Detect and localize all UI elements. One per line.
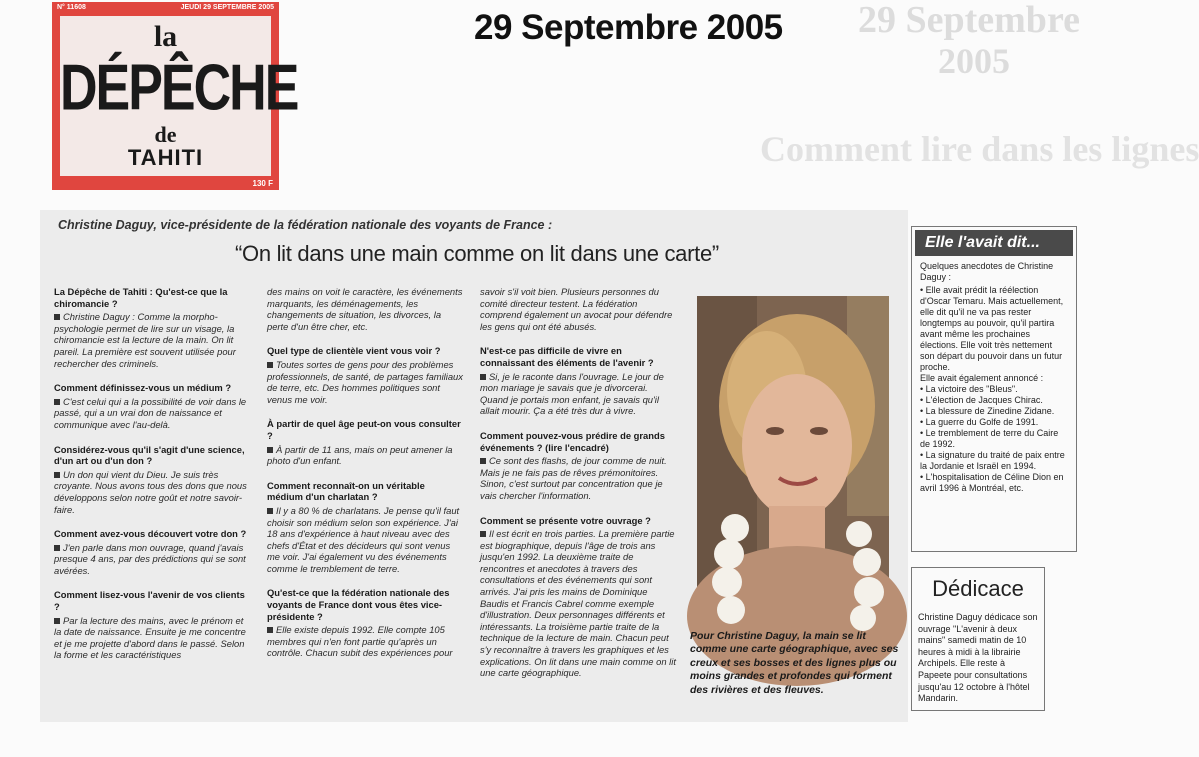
bleed-through-date: 29 Septembre [858, 0, 1080, 41]
answer [480, 455, 676, 501]
answer-text: Il y a 80 % de charlatans. Je pense qu'il faut choisir son médium selon son expérience. J'ai 18 ans d'expérience à haut niveau avec des chefs d'État et des décideurs qui sont venus me voir. J'ai également vu des événements comme le tremblement de terre. [267, 504, 460, 574]
sidebar-item: • La blessure de Zinedine Zidane. [920, 406, 1055, 416]
answer-continuation: des mains on voit le caractère, les événements marquants, les déménagements, les changements de situation, les divorces, la perte d'un être cher, etc. [267, 286, 463, 332]
qa-block [267, 286, 463, 332]
qa-block [54, 444, 250, 516]
article-column-3 [480, 286, 676, 692]
dedicace-text: Christine Daguy dédicace son ouvrage "L'avenir à deux mains" samedi matin de 10 heures à midi à la librairie Archipels. Elle reste à Papeete pour consultations jusqu'au 12 octobre à l'hôtel Mandarin. [918, 612, 1038, 704]
sidebar-item: • La guerre du Golfe de 1991. [920, 417, 1039, 427]
masthead-place: TAHITI [127, 145, 204, 170]
answer-marker [267, 362, 273, 368]
photo-caption: Pour Christine Daguy, la main se lit comme une carte géographique, avec ses creux et ses bosses et des lignes plus ou moins grandes et profondes qui forment des rivières et des fleuves. [690, 630, 899, 696]
answer-marker [480, 374, 486, 380]
answer-text: Un don qui vient du Dieu. Je suis très croyante. Nous avons tous des dons que nous développons selon notre goût et notre savoir-faire. [54, 468, 247, 515]
masthead-de: de [154, 122, 177, 147]
answer [267, 505, 463, 575]
question: La Dépêche de Tahiti : Qu'est-ce que la chiromancie ? [54, 286, 228, 309]
sidebar-item: • La victoire des "Bleus". [920, 384, 1018, 394]
masthead-inner [60, 16, 298, 176]
answer-text: C'est celui qui a la possibilité de voir dans le passé, qui a un vrai don de naissance et communique avec l'au-delà. [54, 395, 247, 430]
answer-marker [54, 472, 60, 478]
answer-marker [54, 399, 60, 405]
qa-block [267, 587, 463, 659]
article-kicker: Christine Daguy, vice-présidente de la fédération nationale des voyants de France : [58, 218, 553, 232]
sidebar-item: • L'élection de Jacques Chirac. [920, 395, 1043, 405]
article-column-2 [267, 286, 463, 672]
answer [480, 371, 676, 417]
answer-text: À partir de 11 ans, mais on peut amener la photo d'un enfant. [267, 443, 453, 467]
answer-text: Elle existe depuis 1992. Elle compte 105 membres qui n'en font partie qu'après un contrôle. Chacun subit des expériences pour [267, 624, 453, 659]
question: Comment se présente votre ouvrage ? [480, 514, 651, 526]
question: À partir de quel âge peut-on vous consulter ? [267, 418, 461, 441]
qa-block [480, 430, 676, 502]
masthead-date-line: JEUDI 29 SEPTEMBRE 2005 [180, 4, 274, 11]
answer-marker [54, 545, 60, 551]
question: Comment avez-vous découvert votre don ? [54, 528, 247, 540]
answer [267, 444, 463, 467]
answer-marker [267, 508, 273, 514]
sidebar-item: • Elle avait prédit la réélection d'Oscar Temaru. Mais actuellement, elle dit qu'il ne va pas rester longtemps au pouvoir, qu'il partira avant même les prochaines élections. Elle voit très nettement son départ du pouvoir dans un futur proche. [920, 285, 1064, 372]
qa-block [267, 480, 463, 575]
question: Comment définissez-vous un médium ? [54, 382, 232, 394]
masthead-name: DÉPÊCHE [60, 51, 298, 125]
question: Considérez-vous qu'il s'agit d'une science, d'un art ou d'un don ? [54, 443, 245, 467]
qa-block [480, 286, 676, 332]
qa-block [267, 418, 463, 466]
sidebar-item: • L'hospitalisation de Céline Dion en avril 1996 à Montréal, etc. [920, 472, 1064, 493]
qa-block [480, 515, 676, 679]
portrait-photo [697, 296, 889, 628]
sidebar-item: • La signature du traité de paix entre la Jordanie et Israël en 1994. [920, 450, 1065, 471]
answer-text: Toutes sortes de gens pour des problèmes professionnels, de santé, de partages familiaux de terre, etc. Des hommes politiques sont venus me voir. [267, 358, 463, 405]
answer-text: Ce sont des flashs, de jour comme de nuit. Mais je ne fais pas de rêves prémonitoires. Sinon, c'est surtout par concentration que je vais chercher l'information. [480, 455, 667, 501]
dedicace-title: Dédicace [932, 576, 1024, 601]
answer [54, 469, 250, 515]
bleed-through-year: 2005 [938, 41, 1010, 81]
sidebar-predictions-box [911, 226, 1077, 552]
answer [54, 396, 250, 431]
answer [267, 359, 463, 405]
bleed-through-headline: Comment lire dans les lignes [760, 129, 1199, 169]
answer-text: Si, je le raconte dans l'ouvrage. Le jour de mon mariage je savais que je divorcerai. Quand je portais mon enfant, je savais qu'il allait mourir. Ça a été très dur à vivre. [480, 370, 664, 417]
answer [54, 615, 250, 661]
sidebar-title: Elle l'avait dit... [915, 230, 1073, 256]
sidebar-intro: Quelques anecdotes de Christine Daguy : [920, 261, 1054, 282]
answer [54, 311, 250, 369]
qa-block [54, 589, 250, 661]
answer-text: Il est écrit en trois parties. La première partie est biographique, depuis l'âge de trois ans jusqu'en 1992. La deuxième traite de rencontres et anecdotes à travers des consultations et des événements qui sont arrivés. J'ai pris les mains de Dominique Baudis et Francis Cabrel comme exemple d'illustration. Deux personnages différents et intéressants. La troisième partie traite de la technique de la lecture de main. Chacun peut s'y reconnaître à travers les graphiques et les explications. On lit dans une main comme on lit une carte géographique. [480, 528, 676, 679]
answer-marker [267, 447, 273, 453]
qa-block [54, 382, 250, 430]
masthead-la: la [153, 20, 178, 53]
answer-text: Par la lecture des mains, avec le prénom et la date de naissance. Ensuite je me concentre et je me projette d'abord dans le passé. Selon la forme et les caractéristiques [54, 614, 246, 661]
qa-block [480, 345, 676, 417]
question: Comment reconnaît-on un véritable médium d'un charlatan ? [267, 479, 425, 503]
interview-article [40, 210, 908, 722]
qa-block [267, 345, 463, 405]
sidebar-list [912, 285, 1076, 494]
answer-text: Christine Daguy : Comme la morpho-psychologie permet de lire sur un visage, la chiromancie est la lecture de la main. On lit pareil. La première est souvent utilisée pour rechercher des criminels. [54, 311, 236, 369]
qa-block [54, 528, 250, 576]
article-column-1 [54, 286, 250, 674]
sidebar-item: Elle avait également annoncé : [920, 373, 1044, 383]
answer-text: J'en parle dans mon ouvrage, quand j'avais presque 4 ans, par des prédictions qui se sont avérées. [54, 541, 246, 576]
answer-marker [54, 618, 60, 624]
newspaper-masthead-logo [52, 2, 298, 190]
page-title: 29 Septembre 2005 [474, 8, 783, 47]
question: Comment pouvez-vous prédire de grands événements ? (lire l'encadré) [480, 429, 665, 453]
answer-marker [480, 458, 486, 464]
question: Quel type de clientèle vient vous voir ? [267, 345, 441, 357]
masthead-topbar [52, 2, 279, 13]
qa-block [54, 286, 250, 369]
article-headline: “On lit dans une main comme on lit dans une carte” [235, 241, 719, 266]
answer [267, 624, 463, 659]
answer-marker [267, 627, 273, 633]
masthead-price: 130 F [252, 179, 273, 188]
portrait-illustration [697, 296, 889, 628]
sidebar-item: • Le tremblement de terre du Caire de 1992. [920, 428, 1059, 449]
answer [54, 542, 250, 577]
dedicace-box [911, 567, 1045, 711]
question: Comment lisez-vous l'avenir de vos clients ? [54, 589, 245, 613]
answer-marker [480, 531, 486, 537]
question: N'est-ce pas difficile de vivre en connaissant des éléments de l'avenir ? [480, 345, 654, 368]
question: Qu'est-ce que la fédération nationale des voyants de France dont vous êtes vice-présidente ? [267, 587, 450, 622]
answer-continuation: savoir s'il voit bien. Plusieurs personnes du comité directeur testent. La fédération comprend également un avocat pour défendre les gens qui ont été abusés. [480, 286, 673, 332]
answer [480, 528, 676, 679]
answer-marker [54, 314, 60, 320]
masthead-issue-number: N° 11608 [57, 4, 86, 11]
